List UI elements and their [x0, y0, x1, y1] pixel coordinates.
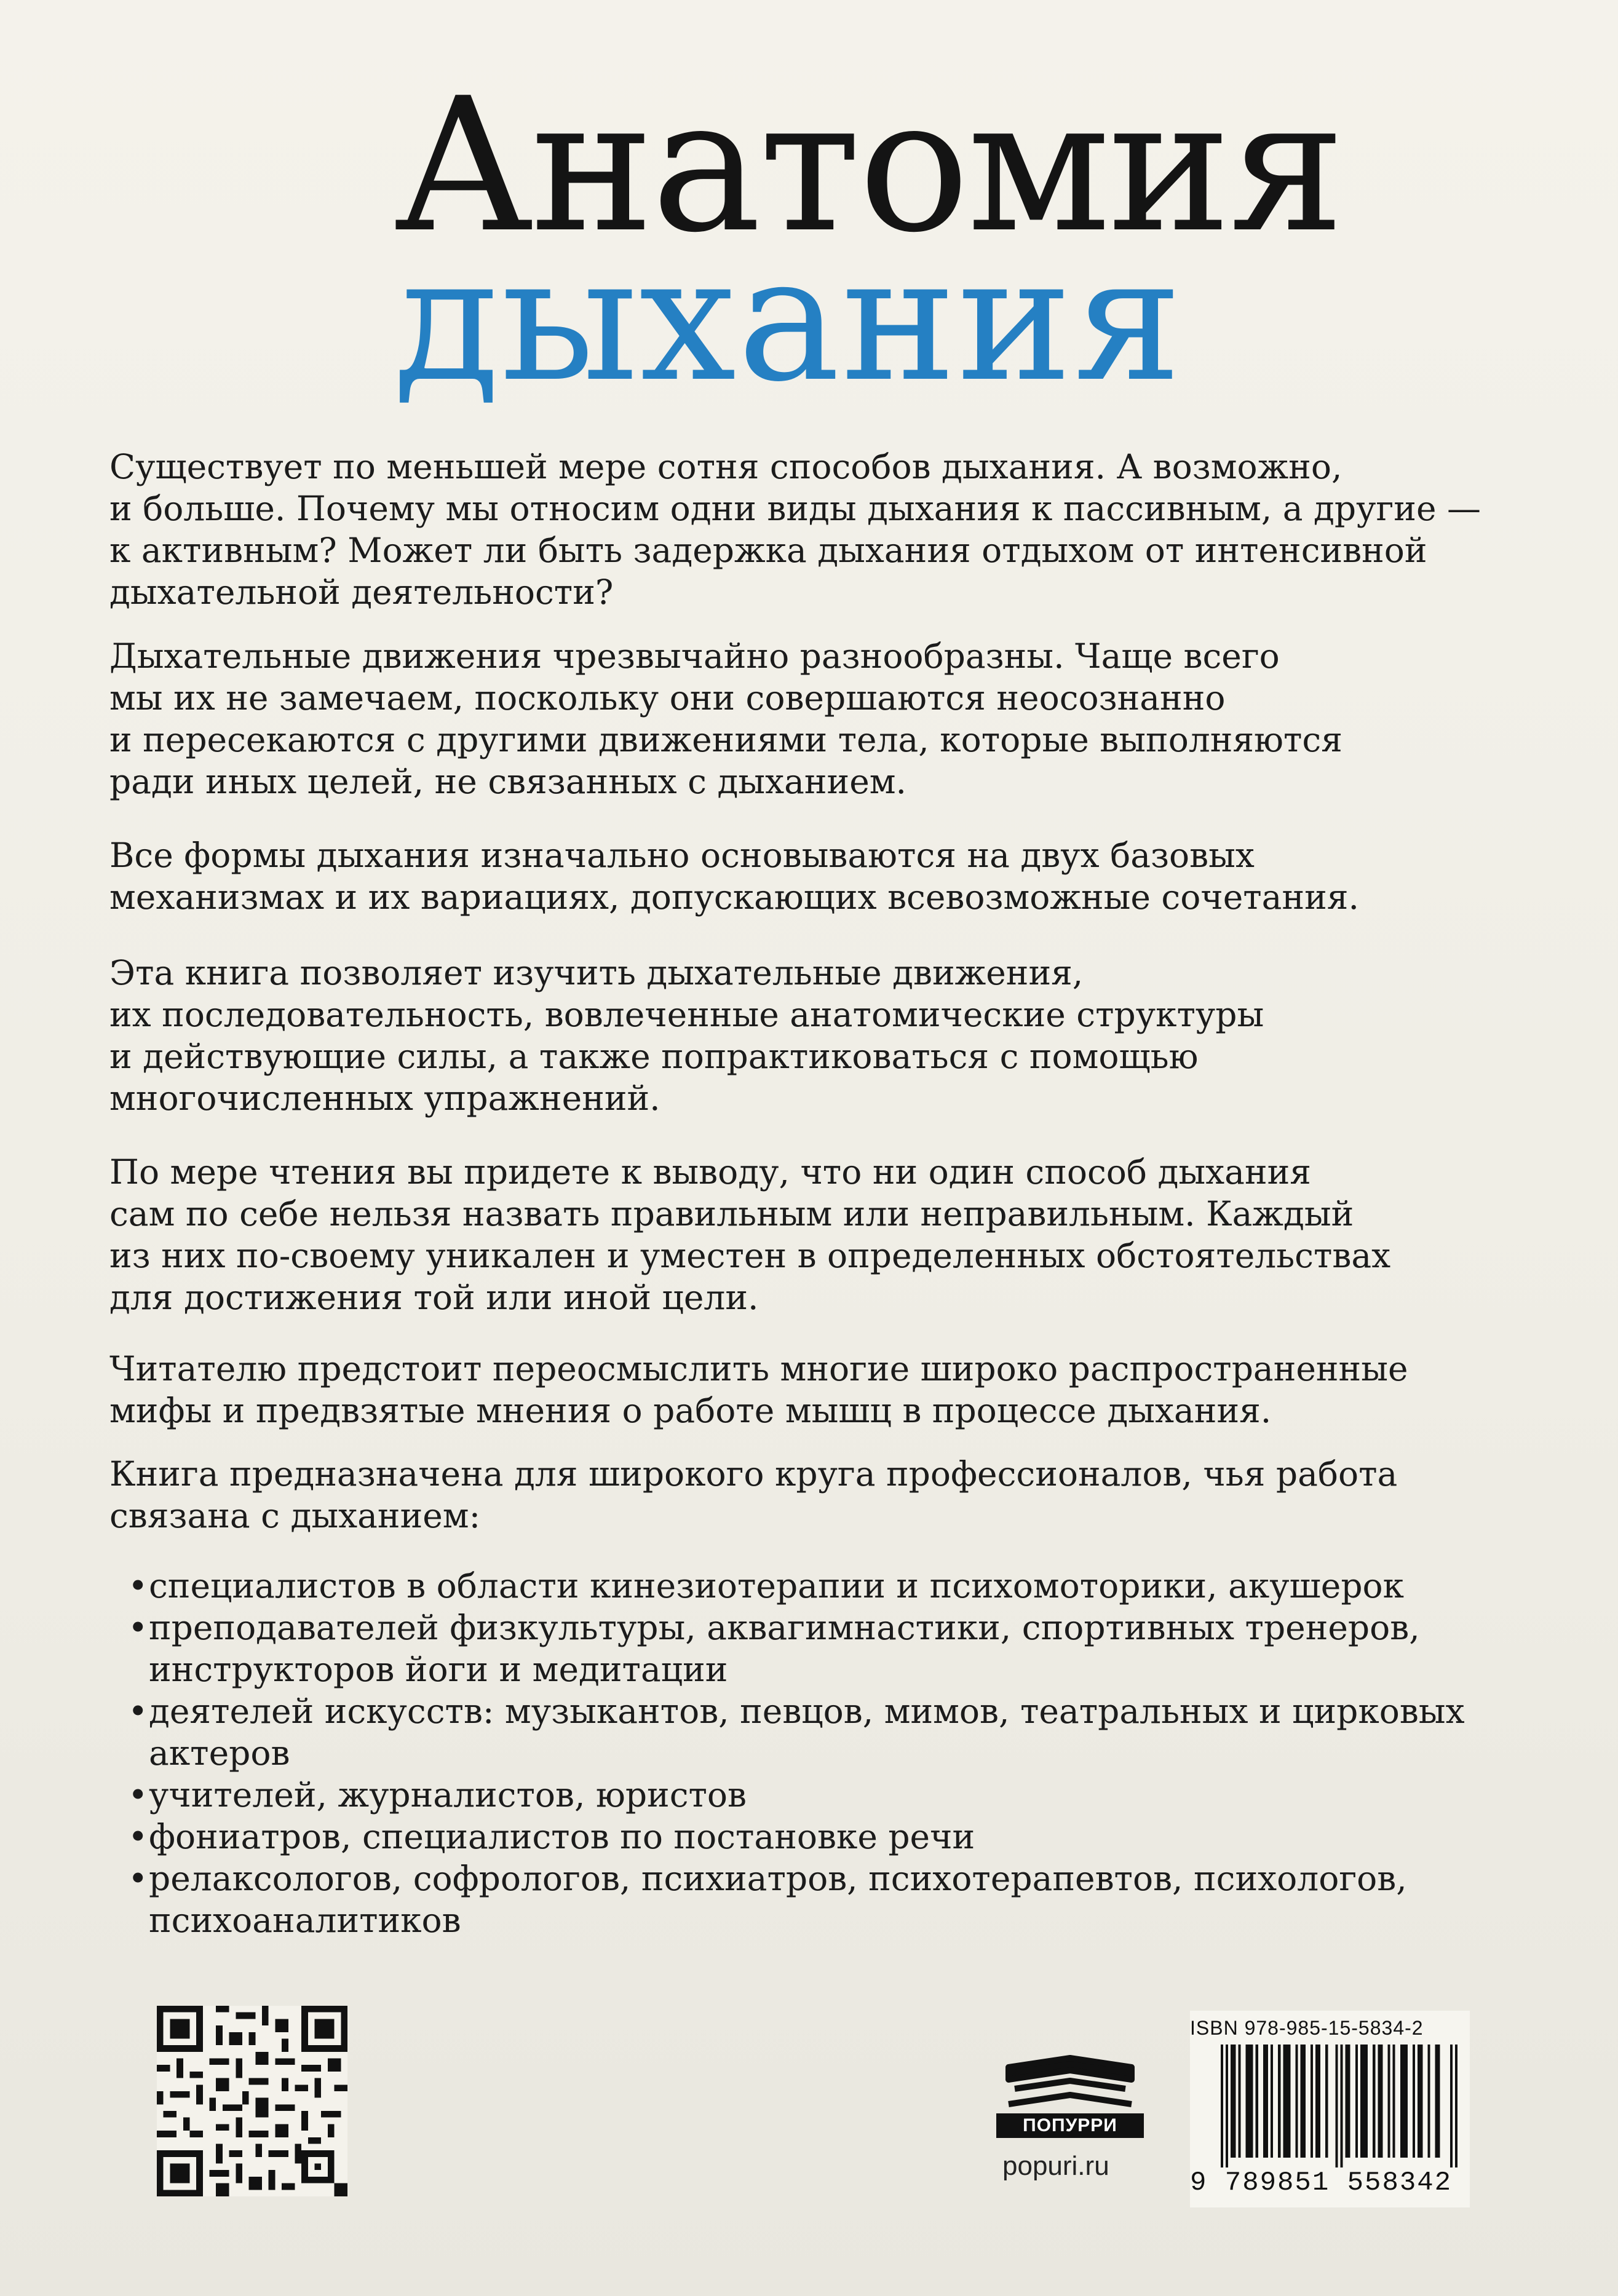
bullet-icon: • — [128, 1817, 148, 1856]
text-line: преподавателей физкультуры, аквагимнастики, спортивных тренеров, — [149, 1608, 1420, 1647]
text-line: их последовательность, вовлеченные анатомические структуры — [109, 995, 1264, 1034]
text-line: для достижения той или иной цели. — [109, 1278, 759, 1317]
barcode-digits: 9 789851 558342 — [1190, 2167, 1453, 2198]
text-line: фониатров, специалистов по постановке речи — [149, 1817, 975, 1856]
publisher-name-label: ПОПУРРИ — [996, 2113, 1144, 2138]
text-line: инструкторов йоги и медитации — [149, 1650, 728, 1689]
text-line: дыхательной деятельности? — [109, 572, 614, 612]
description-paragraph-6 — [109, 1348, 1524, 1431]
text-line: Эта книга позволяет изучить дыхательные движения, — [109, 953, 1084, 992]
isbn-label: ISBN 978-985-15-5834-2 — [1190, 2017, 1424, 2039]
text-line: По мере чтения вы придете к выводу, что ни один способ дыхания — [109, 1152, 1311, 1192]
book-title-line-2: дыхания — [394, 220, 1183, 420]
text-line: сам по себе нельзя назвать правильным или неправильным. Каждый — [109, 1194, 1354, 1233]
publisher-website-link[interactable]: popuri.ru — [1002, 2151, 1109, 2181]
text-line: и действующие силы, а также попрактиковаться с помощью — [109, 1037, 1199, 1076]
qr-code-graphic — [157, 2006, 347, 2196]
text-line: специалистов в области кинезиотерапии и психомоторики, акушерок — [149, 1566, 1405, 1605]
description-paragraph-3 — [109, 834, 1524, 918]
text-line: связана с дыханием: — [109, 1496, 481, 1535]
audience-list — [128, 1565, 1542, 1941]
book-title-line-1: Анатомия — [394, 58, 1343, 273]
bullet-icon: • — [128, 1775, 148, 1815]
text-line: Дыхательные движения чрезвычайно разнообразны. Чаще всего — [109, 636, 1280, 676]
qr-code-icon[interactable] — [157, 2006, 347, 2196]
text-line: Книга предназначена для широкого круга профессионалов, чья работа — [109, 1454, 1398, 1494]
description-paragraph-2 — [109, 635, 1524, 802]
text-line: Читателю предстоит переосмыслить многие широко распространенные — [109, 1349, 1408, 1388]
text-line: и пересекаются с другими движениями тела, которые выполняются — [109, 720, 1342, 759]
barcode-icon — [1221, 2045, 1457, 2167]
text-line: учителей, журналистов, юристов — [149, 1775, 747, 1815]
barcode-graphic — [1221, 2045, 1457, 2167]
text-line: деятелей искусств: музыкантов, певцов, мимов, театральных и цирковых — [149, 1692, 1465, 1731]
description-paragraph-4 — [109, 952, 1524, 1119]
text-line: мы их не замечаем, поскольку они совершаются неосознанно — [109, 678, 1226, 718]
list-item — [128, 1816, 1542, 1858]
bullet-icon: • — [128, 1608, 148, 1647]
bullet-icon: • — [128, 1692, 148, 1731]
text-line: психоаналитиков — [149, 1901, 461, 1940]
text-line: актеров — [149, 1733, 290, 1773]
description-paragraph-5 — [109, 1151, 1524, 1318]
list-item — [128, 1690, 1542, 1774]
text-line: релаксологов, софрологов, психиатров, психотерапевтов, психологов, — [149, 1859, 1407, 1898]
text-line: механизмах и их вариациях, допускающих всевозможные сочетания. — [109, 877, 1359, 917]
list-item — [128, 1565, 1542, 1607]
description-paragraph-1 — [109, 446, 1524, 613]
text-line: Все формы дыхания изначально основываются на двух базовых — [109, 836, 1255, 875]
text-line: Существует по меньшей мере сотня способов дыхания. А возможно, — [109, 447, 1342, 486]
list-item — [128, 1607, 1542, 1690]
bullet-icon: • — [128, 1566, 148, 1605]
audience-intro-paragraph — [109, 1453, 1524, 1537]
text-line: многочисленных упражнений. — [109, 1079, 660, 1118]
text-line: ради иных целей, не связанных с дыханием. — [109, 762, 907, 801]
text-line: и больше. Почему мы относим одни виды дыхания к пассивным, а другие — — [109, 489, 1481, 528]
text-line: к активным? Может ли быть задержка дыхания отдыхом от интенсивной — [109, 531, 1427, 570]
list-item — [128, 1774, 1542, 1816]
bullet-icon: • — [128, 1859, 148, 1898]
text-line: из них по-своему уникален и уместен в определенных обстоятельствах — [109, 1236, 1391, 1275]
list-item — [128, 1858, 1542, 1941]
text-line: мифы и предвзятые мнения о работе мышц в процессе дыхания. — [109, 1391, 1272, 1430]
